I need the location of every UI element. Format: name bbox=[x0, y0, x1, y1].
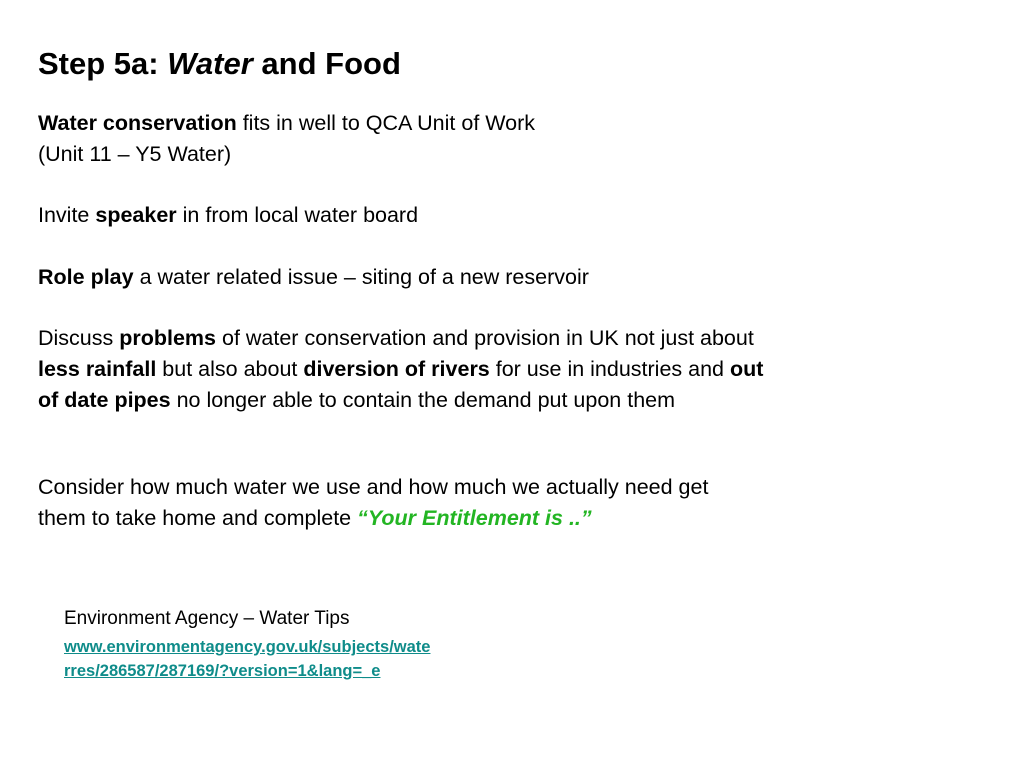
bold-phrase: of date pipes bbox=[38, 388, 171, 412]
bold-phrase: problems bbox=[119, 326, 217, 350]
bold-phrase: less rainfall bbox=[38, 357, 157, 381]
text-run: but also about bbox=[156, 357, 304, 381]
paragraph-role-play bbox=[38, 262, 589, 293]
reference-link-line-2[interactable]: rres/286587/287169/?version=1&lang=_e bbox=[64, 662, 381, 680]
reference-link-line-1[interactable]: www.environmentagency.gov.uk/subjects/wate bbox=[64, 638, 431, 656]
paragraph-line: (Unit 11 – Y5 Water) bbox=[38, 142, 232, 166]
bold-phrase: Water conservation bbox=[38, 111, 237, 135]
paragraph-line bbox=[38, 354, 763, 385]
text-run: fits in well to QCA Unit of Work bbox=[236, 111, 536, 135]
text-run: no longer able to contain the demand put upon them bbox=[170, 388, 676, 412]
title-suffix: and Food bbox=[252, 46, 401, 81]
text-run: them to take home and complete bbox=[38, 506, 358, 530]
reference-title: Environment Agency – Water Tips bbox=[64, 608, 350, 629]
text-run: of water conservation and provision in UK not just about bbox=[216, 326, 754, 350]
entitlement-highlight: “Your Entitlement is ..” bbox=[357, 506, 592, 530]
bold-phrase: diversion of rivers bbox=[303, 357, 490, 381]
text-run: in from local water board bbox=[176, 203, 419, 227]
bold-phrase: speaker bbox=[95, 203, 177, 227]
paragraph-line bbox=[38, 503, 708, 534]
paragraph-line bbox=[38, 323, 763, 354]
paragraph-line bbox=[38, 108, 535, 139]
paragraph-speaker bbox=[38, 200, 418, 231]
bold-phrase: Role play bbox=[38, 265, 134, 289]
title-prefix: Step 5a: bbox=[38, 46, 168, 81]
text-run: a water related issue – siting of a new reservoir bbox=[133, 265, 589, 289]
paragraph-entitlement bbox=[38, 472, 708, 534]
text-run: Discuss bbox=[38, 326, 120, 350]
bold-phrase: out bbox=[729, 357, 764, 381]
slide-title bbox=[38, 44, 401, 84]
text-run: Invite bbox=[38, 203, 96, 227]
paragraph-water-conservation bbox=[38, 108, 535, 170]
text-run: for use in industries and bbox=[489, 357, 730, 381]
paragraph-problems bbox=[38, 323, 763, 416]
paragraph-line bbox=[38, 385, 763, 416]
paragraph-line: Consider how much water we use and how much we actually need get bbox=[38, 475, 709, 499]
title-italic-word: Water bbox=[167, 46, 253, 81]
